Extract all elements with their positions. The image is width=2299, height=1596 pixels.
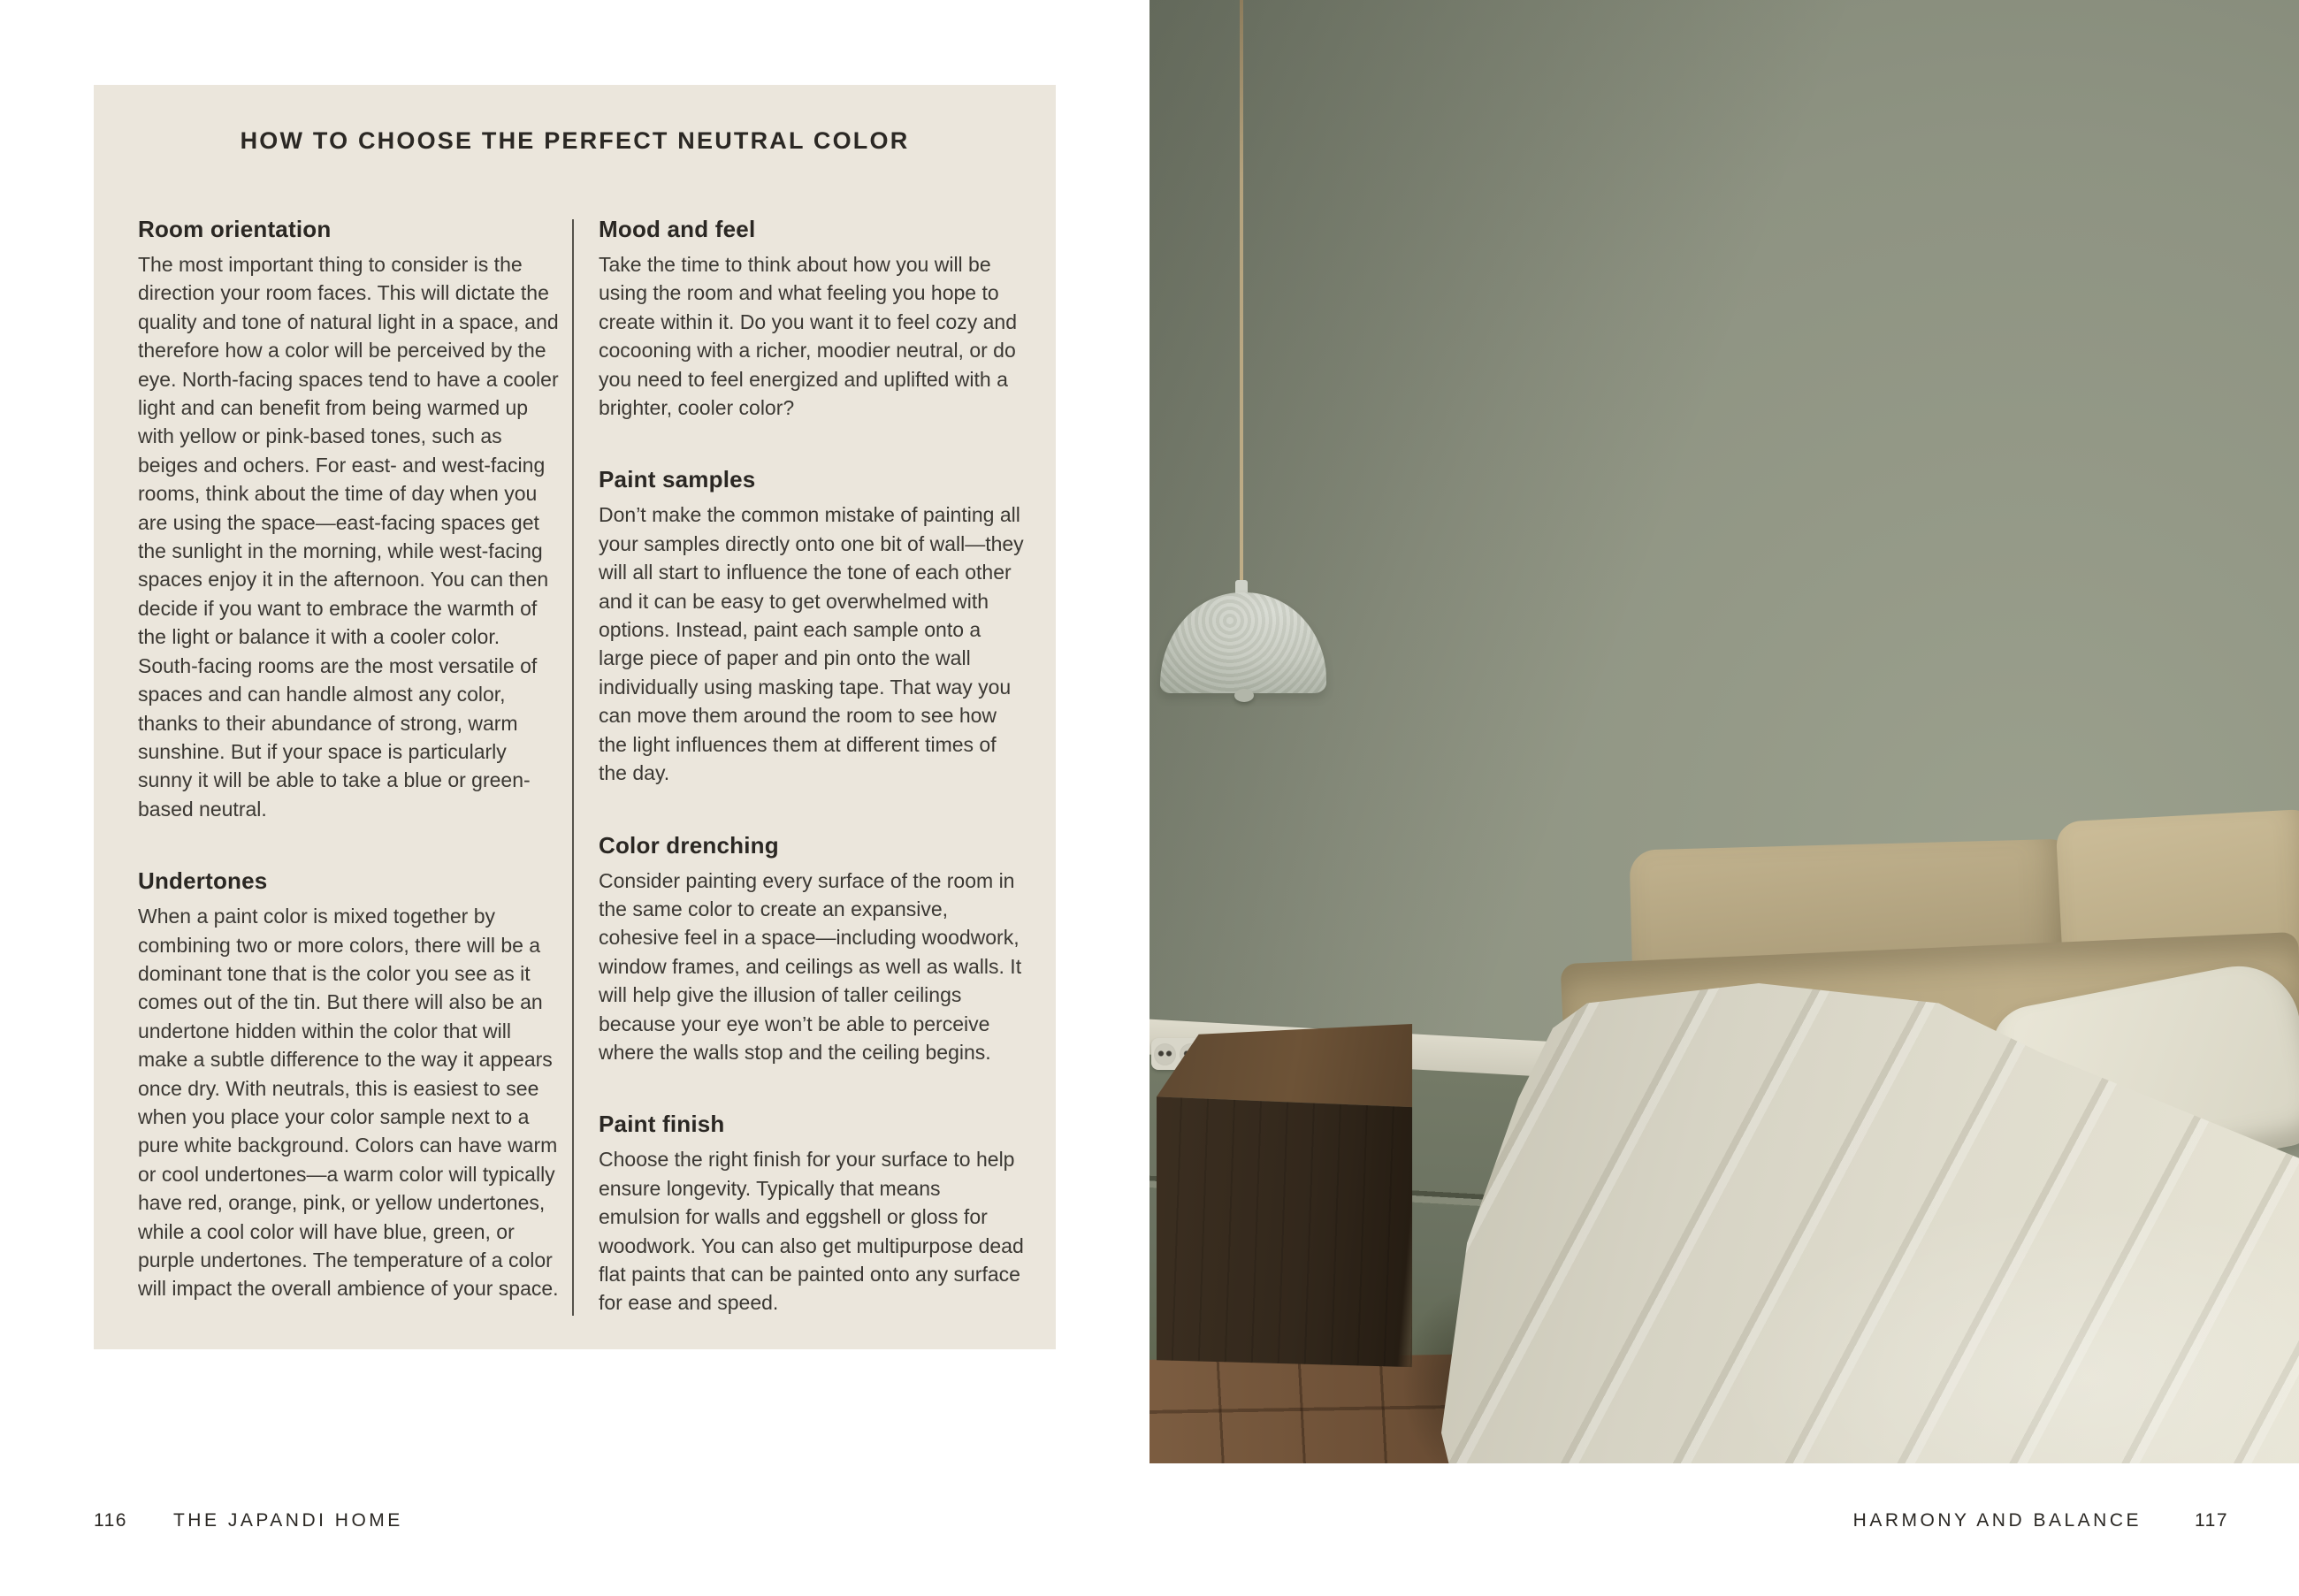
section-heading: Paint samples xyxy=(599,466,756,493)
section-heading: Mood and feel xyxy=(599,216,756,242)
section-heading: Color drenching xyxy=(599,831,779,859)
section-body: Choose the right finish for your surface to help ensure longevity. Typically that means emulsion for walls and eggshell or gloss for woodwork. You can also get multipurpose dead flat paints that can be painted onto any surface for ease and speed. xyxy=(599,1148,1024,1315)
section-heading: Paint finish xyxy=(599,1111,725,1138)
section-mood-and-feel xyxy=(599,216,1025,422)
running-head-right: HARMONY AND BALANCE xyxy=(1852,1510,2142,1531)
page-number-left: 116 xyxy=(94,1510,127,1531)
neutral-color-panel xyxy=(94,85,1056,1349)
section-color-drenching xyxy=(599,832,1025,1067)
page-number-right: 117 xyxy=(2195,1510,2228,1531)
column-divider xyxy=(572,219,574,1316)
section-body: When a paint color is mixed together by combining two or more colors, there will be a dominant tone that is the color you see as it comes out of the tin. But there will also be an undertone hidden within the color that will make a subtle difference to the way it appears once dry. With neutrals, this is easiest to see when you place your color sample next to a pure white background. Colors can have warm or cool undertones—a warm color will typically have red, orange, pink, or yellow undertones, while a cool color will have blue, green, or purple undertones. The temperature of a color will impact the overall ambience of your space. xyxy=(138,905,559,1301)
panel-column-left xyxy=(138,216,564,1348)
section-body: Take the time to think about how you will be using the room and what feeling you hope to create within it. Do you want it to feel cozy and cocooning with a richer, moodier neutral, or do you need to feel energized and uplifted with a brighter, cooler color? xyxy=(599,253,1018,420)
running-head-left: THE JAPANDI HOME xyxy=(172,1510,403,1531)
panel-title: HOW TO CHOOSE THE PERFECT NEUTRAL COLOR xyxy=(240,127,910,154)
bedroom-photo xyxy=(1150,0,2299,1463)
pendant-lamp-cord xyxy=(1240,0,1243,598)
section-body: The most important thing to consider is the direction your room faces. This will dictate the quality and tone of natural light in a space, and therefore how a color will be perceived by the eye. North-facing spaces tend to have a cooler light and can benefit from being warmed up with yellow or pink-based tones, such as beiges and ochers. For east- and west-facing rooms, think about the time of day when you are using the space—east-facing spaces get the sunlight in the morning, while west-facing spaces enjoy it in the afternoon. You can then decide if you want to embrace the warmth of the light or balance it with a cooler color. South-facing rooms are the most versatile of spaces and can handle almost any color, thanks to their abundance of strong, warm sunshine. But if your space is particularly sunny it will be able to take a blue or green-based neutral. xyxy=(138,253,559,821)
section-heading: Room orientation xyxy=(138,216,332,242)
section-undertones xyxy=(138,867,564,1303)
left-page-footer xyxy=(94,1510,403,1531)
section-body: Don’t make the common mistake of painting all your samples directly onto one bit of wall—they will all start to influence the tone of each other and it can be easy to get overwhelmed with options. Instead, paint each sample onto a large piece of paper and pin onto the wall individually using masking tape. That way you can move them around the room to see how the light influences them at different times of the day. xyxy=(599,503,1024,785)
section-heading: Undertones xyxy=(138,867,268,895)
section-paint-finish xyxy=(599,1111,1025,1317)
section-paint-samples xyxy=(599,466,1025,787)
pendant-lamp-bulb-tip xyxy=(1234,689,1254,702)
section-body: Consider painting every surface of the room in the same color to create an expansive, cohesive feel in a space—including woodwork, window frames, and ceilings as well as walls. It will help give the illusion of taller ceilings because your eye won’t be able to perceive where the walls stop and the ceiling begins. xyxy=(599,868,1022,1064)
nightstand-cube xyxy=(1157,1024,1420,1371)
right-page-footer xyxy=(1853,1510,2228,1531)
panel-column-right xyxy=(599,216,1025,1362)
section-room-orientation xyxy=(138,216,564,823)
